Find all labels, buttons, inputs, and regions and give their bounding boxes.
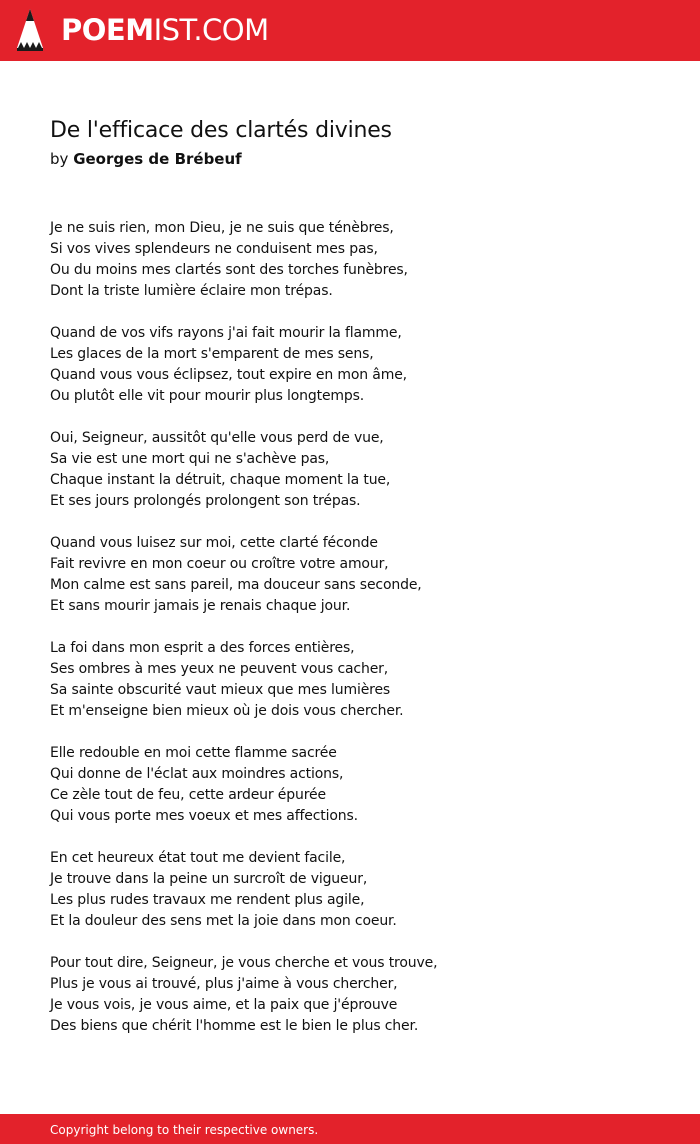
poem-line: Et sans mourir jamais je renais chaque jour.	[50, 598, 351, 614]
poem-line: Pour tout dire, Seigneur, je vous cherche et vous trouve,	[50, 955, 438, 971]
poem-line: Les plus rudes travaux me rendent plus agile,	[50, 892, 365, 908]
stanza	[50, 218, 670, 302]
logo-wordmark	[61, 8, 269, 52]
poem-line: Des biens que chérit l'homme est le bien le plus cher.	[50, 1018, 419, 1034]
stanza	[50, 638, 670, 722]
poem-line: Quand vous luisez sur moi, cette clarté féconde	[50, 535, 378, 551]
poem-content	[50, 116, 670, 1058]
poem-line: Je vous vois, je vous aime, et la paix que j'éprouve	[50, 997, 398, 1013]
poem-line: Oui, Seigneur, aussitôt qu'elle vous perd de vue,	[50, 430, 384, 446]
site-logo[interactable]	[16, 8, 269, 52]
poem-line: Quand de vos vifs rayons j'ai fait mourir la flamme,	[50, 325, 402, 341]
stanza	[50, 848, 670, 932]
poem-line: Plus je vous ai trouvé, plus j'aime à vous chercher,	[50, 976, 398, 992]
copyright-text: Copyright belong to their respective owners.	[50, 1123, 319, 1137]
poem-line: Ce zèle tout de feu, cette ardeur épurée	[50, 787, 326, 803]
poem-line: Sa sainte obscurité vaut mieux que mes lumières	[50, 682, 391, 698]
poem-line: Je ne suis rien, mon Dieu, je ne suis que ténèbres,	[50, 220, 394, 236]
poem-line: En cet heureux état tout me devient facile,	[50, 850, 346, 866]
byline	[50, 148, 670, 170]
poem-line: Et ses jours prolongés prolongent son trépas.	[50, 493, 361, 509]
poem-line: Dont la triste lumière éclaire mon trépas.	[50, 283, 333, 299]
poem-line: Je trouve dans la peine un surcroît de vigueur,	[50, 871, 368, 887]
poem-line: Et la douleur des sens met la joie dans mon coeur.	[50, 913, 397, 929]
author-name: Georges de Brébeuf	[73, 150, 242, 168]
poem-line: Et m'enseigne bien mieux où je dois vous chercher.	[50, 703, 404, 719]
poem-line: Sa vie est une mort qui ne s'achève pas,	[50, 451, 330, 467]
poem-line: Ou du moins mes clartés sont des torches funèbres,	[50, 262, 408, 278]
logo-text-bold: POEM	[61, 13, 154, 47]
site-footer	[0, 1114, 700, 1144]
by-label: by	[50, 150, 69, 168]
poem-line: Elle redouble en moi cette flamme sacrée	[50, 745, 337, 761]
poem-body	[50, 218, 670, 1037]
poem-line: Chaque instant la détruit, chaque moment la tue,	[50, 472, 391, 488]
poem-line: Si vos vives splendeurs ne conduisent mes pas,	[50, 241, 378, 257]
poem-line: Qui donne de l'éclat aux moindres actions,	[50, 766, 344, 782]
poem-line: Ses ombres à mes yeux ne peuvent vous cacher,	[50, 661, 389, 677]
pencil-tip-icon	[16, 8, 44, 52]
stanza	[50, 743, 670, 827]
poem-line: Qui vous porte mes voeux et mes affections.	[50, 808, 358, 824]
poem-line: Ou plutôt elle vit pour mourir plus longtemps.	[50, 388, 365, 404]
poem-line: Mon calme est sans pareil, ma douceur sans seconde,	[50, 577, 422, 593]
poem-line: Fait revivre en mon coeur ou croître votre amour,	[50, 556, 389, 572]
logo-text-light: IST.COM	[153, 13, 269, 47]
poem-title: De l'efficace des clartés divines	[50, 118, 392, 143]
poem-line: La foi dans mon esprit a des forces entières,	[50, 640, 355, 656]
site-header	[0, 0, 700, 61]
poem-line: Quand vous vous éclipsez, tout expire en mon âme,	[50, 367, 407, 383]
poem-line: Les glaces de la mort s'emparent de mes sens,	[50, 346, 374, 362]
stanza	[50, 428, 670, 512]
stanza	[50, 953, 670, 1037]
stanza	[50, 533, 670, 617]
stanza	[50, 323, 670, 407]
